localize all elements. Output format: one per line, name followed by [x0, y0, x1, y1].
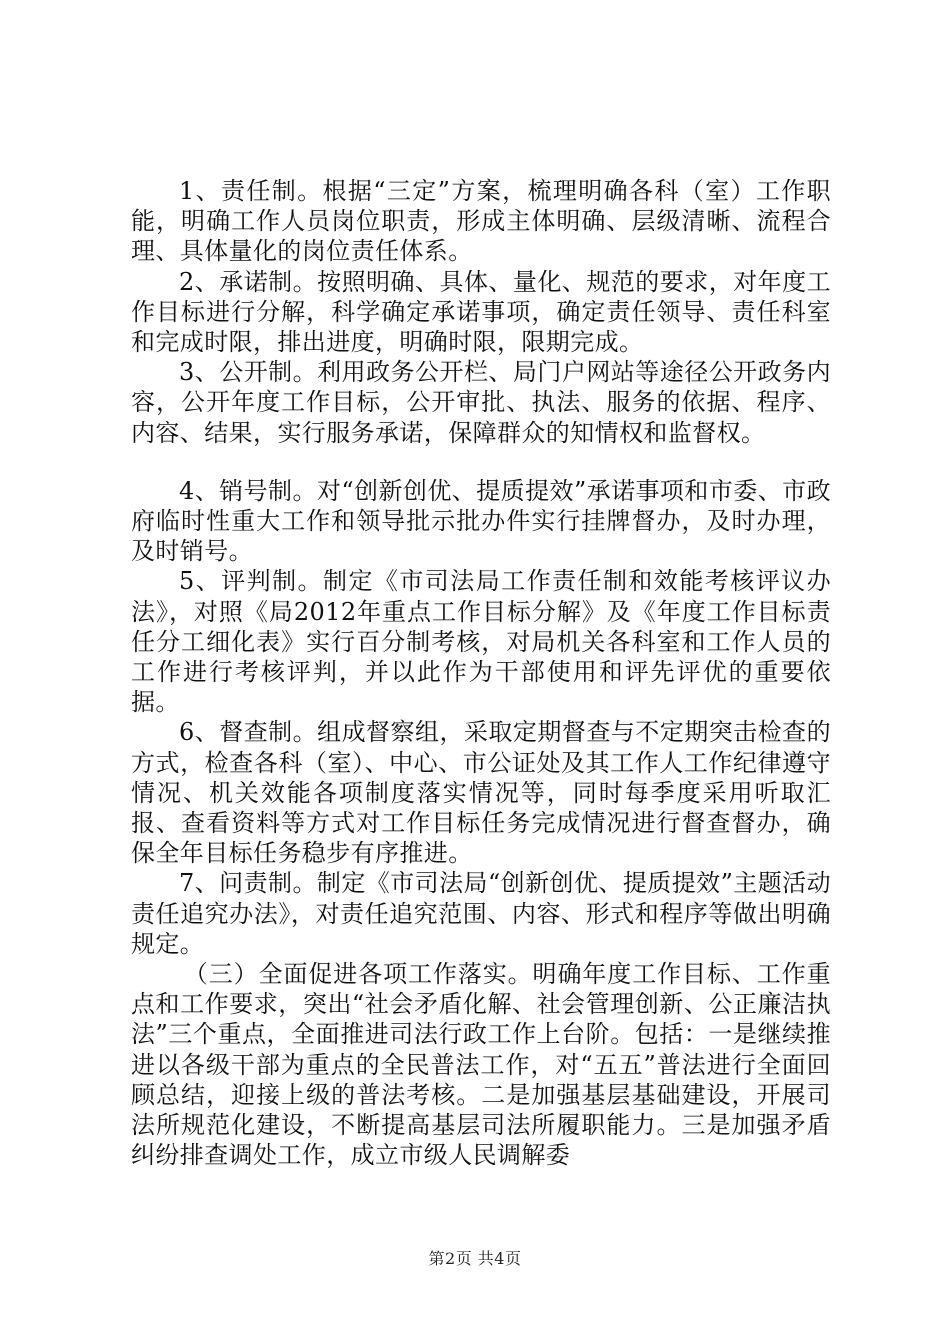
paragraph-supervision-system: 6、督查制。组成督察组，采取定期督查与不定期突击检查的方式，检查各科（室）、中心、市公证处及其工作人工作纪律遵守情况、机关效能各项制度落实情况等，同时每季度采用听取汇报、查看资料等方式对工作目标任务完成情况进行督查督办，确保全年目标任务稳步有序推进。 — [131, 718, 831, 868]
paragraph-cancellation-system: 4、销号制。对“创新创优、提质提效”承诺事项和市委、市政府临时性重大工作和领导批示批办件实行挂牌督办，及时办理，及时销号。 — [131, 476, 831, 566]
page-number-footer: 第2页 共4页 — [428, 1249, 522, 1268]
document-body — [131, 176, 831, 1171]
paragraph-commitment-system: 2、承诺制。按照明确、具体、量化、规范的要求，对年度工作目标进行分解，科学确定承诺事项，确定责任领导、责任科室和完成时限，排出进度，明确时限，限期完成。 — [131, 267, 831, 357]
paragraph-disclosure-system: 3、公开制。利用政务公开栏、局门户网站等途径公开政务内容，公开年度工作目标，公开审批、执法、服务的依据、程序、内容、结果，实行服务承诺，保障群众的知情权和监督权。 — [131, 358, 831, 447]
paragraph-accountability-system: 7、问责制。制定《市司法局“创新创优、提质提效”主题活动责任追究办法》，对责任追究范围、内容、形式和程序等做出明确规定。 — [131, 869, 831, 958]
paragraph-section-three: （三）全面促进各项工作落实。明确年度工作目标、工作重点和工作要求，突出“社会矛盾化解、社会管理创新、公正廉洁执法”三个重点，全面推进司法行政工作上台阶。包括：一是继续推进以各级干部为重点的全民普法工作，对“五五”普法进行全面回顾总结，迎接上级的普法考核。二是加强基层基础建设，开展司法所规范化建设，不断提高基层司法所履职能力。三是加强矛盾纠纷排查调处工作，成立市级人民调解委 — [131, 960, 831, 1170]
paragraph-evaluation-system: 5、评判制。制定《市司法局工作责任制和效能考核评议办法》，对照《局2012年重点工作目标分解》及《年度工作目标责任分工细化表》实行百分制考核，对局机关各科室和工作人员的工作进行考核评判，并以此作为干部使用和评先评优的重要依据。 — [131, 567, 831, 717]
paragraph-responsibility-system: 1、责任制。根据“三定”方案，梳理明确各科（室）工作职能，明确工作人员岗位职责，形成主体明确、层级清晰、流程合理、具体量化的岗位责任体系。 — [131, 177, 831, 266]
